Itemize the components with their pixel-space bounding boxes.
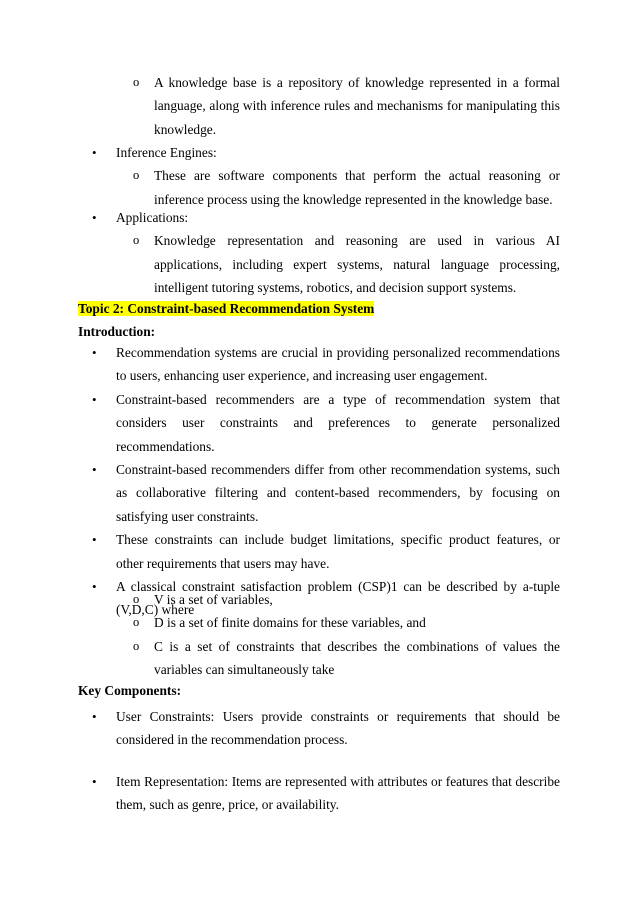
bullet-recommendation-systems: • Recommendation systems are crucial in providing personalized recommendations to users, enhancing user experience, and increasing user engagement. (0, 341, 560, 388)
bullet-constraint-based-differ: • Constraint-based recommenders differ from other recommendation systems, such as collaborative filtering and content-based recommenders, by focusing on satisfying user constraints. (0, 458, 560, 528)
inference-engines-block (0, 141, 638, 211)
bullet-item-representation: • Item Representation: Items are represented with attributes or features that describe them, such as genre, price, or availability. (0, 770, 560, 817)
topic-heading-highlight: Topic 2: Constraint-based Recommendation System (78, 301, 375, 316)
bullet-applications: • Applications: (0, 206, 560, 229)
sub-bullet-domains: o D is a set of finite domains for these variables, and (0, 611, 560, 634)
topic-2-block (0, 297, 638, 344)
sub-bullet-variables: o V is a set of variables, (0, 588, 560, 611)
sub-bullet-inference-engines: o These are software components that perform the actual reasoning or inference process using the knowledge represented in the knowledge base. (0, 164, 560, 211)
key-components-block (0, 679, 638, 702)
csp-sub-bullets (0, 588, 638, 682)
sub-bullet-applications: o Knowledge representation and reasoning are used in various AI applications, including expert systems, natural language processing, intelligent tutoring systems, robotics, and decision support systems. (0, 229, 560, 299)
sub-bullet-knowledge-base: o A knowledge base is a repository of knowledge represented in a formal language, along with inference rules and mechanisms for manipulating this knowledge. (0, 71, 560, 141)
applications-block (0, 206, 638, 300)
sub-bullet-constraints: o C is a set of constraints that describes the combinations of values the variables can simultaneously take (0, 635, 560, 682)
introduction-bullets (0, 341, 638, 622)
bullet-csp-definition: • A classical constraint satisfaction problem (CSP)1 can be described by a-tuple (V,D,C) where (0, 575, 560, 622)
bullet-constraints-include: • These constraints can include budget limitations, specific product features, or other requirements that users may have. (0, 528, 560, 575)
introduction-heading: Introduction: (78, 324, 156, 340)
bullet-inference-engines: • Inference Engines: (0, 141, 560, 164)
topic-heading (0, 297, 638, 320)
kb-definition-block (0, 71, 638, 141)
bullet-constraint-based-type: • Constraint-based recommenders are a type of recommendation system that considers user constraints and preferences to generate personalized recommendations. (0, 388, 560, 458)
key-components-bullets (0, 705, 638, 752)
bullet-user-constraints: • User Constraints: Users provide constraints or requirements that should be considered in the recommendation process. (0, 705, 560, 752)
key-components-heading: Key Components: (78, 683, 182, 698)
item-representation-block (0, 770, 638, 817)
